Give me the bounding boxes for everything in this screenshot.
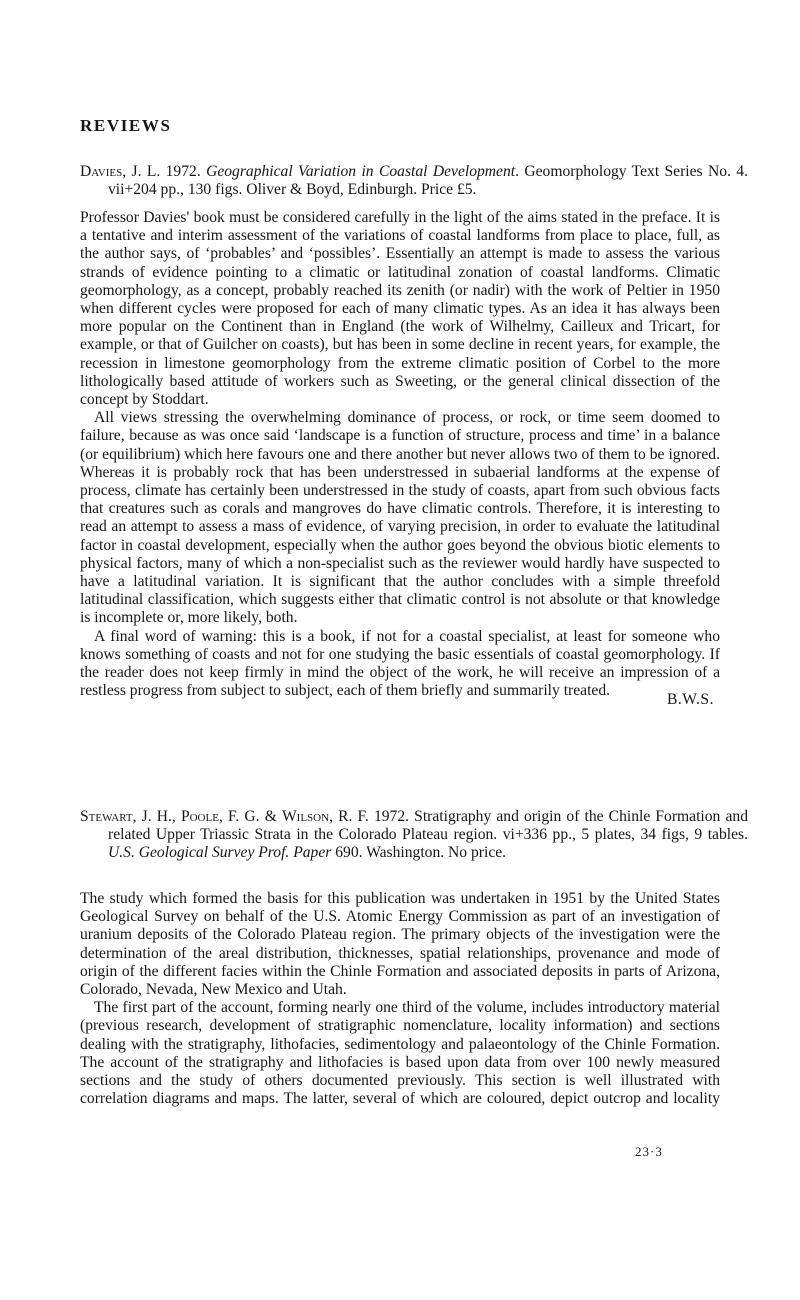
review2-author-3: Wilson	[281, 808, 330, 825]
review1-closing	[80, 628, 720, 701]
review2-series: U.S. Geological Survey Prof. Paper	[108, 844, 332, 862]
review2-body	[80, 890, 720, 1108]
section-heading: REVIEWS	[80, 116, 172, 135]
review2-series-rest: 690. Washington. No price.	[331, 844, 507, 862]
review2-author-2-rest: , F. G. &	[218, 808, 282, 825]
review1-body	[80, 209, 720, 709]
page-folio: 23·3	[635, 1144, 663, 1159]
review2-details: , R. F. 1972. Stratigraphy and origin of the Chinle Formation and related Upper Triassic Strata in the Colorado Plateau region. vi+336 pp., 5 plates, 34 figs, 9 tables.	[108, 808, 748, 844]
review2-paragraph-2: The first part of the account, forming nearly one third of the volume, includes introductory material (previous research, development of stratigraphic nomenclature, locality information) and sections dealing with the stratigraphy, lithofacies, sedimentology and palaeontology of the Chinle Formation. The account of the stratigraphy and lithofacies is based upon data from over 100 newly measured sections and the study of others documented previously. This section is well illustrated with correlation diagrams and maps. The latter, several of which are coloured, depict outcrop and locality	[80, 999, 720, 1108]
review1-book-title: Geographical Variation in Coastal Development	[206, 163, 516, 180]
review1-author-rest: , J. L. 1972.	[122, 163, 207, 180]
review2-citation	[80, 808, 748, 863]
review1-paragraph-3: A final word of warning: this is a book, if not for a coastal specialist, at least for someone who knows something of coasts and not for one studying the basic essentials of coastal geomorphology. If the reader does not keep firmly in mind the object of the work, he will receive an impression of a restless progress from subject to subject, each of them briefly and summarily treated.	[80, 627, 720, 700]
reviewer-signature: B.W.S.	[666, 691, 714, 709]
review1-paragraph-2: All views stressing the overwhelming dominance of process, or rock, or time seem doomed to failure, because as was once said ‘landscape is a function of structure, process and time’ in a balance (or equilibrium) which here favours one and there another but never allows two of them to be ignored. Whereas it is probably rock that has been understressed in subaerial landforms at the expense of process, climate has certainly been understressed in the study of coasts, apart from such obvious facts that creatures such as corals and mangroves do have climatic controls. Therefore, it is interesting to read an attempt to assess a mass of evidence, of varying precision, in order to evaluate the latitudinal factor in coastal development, especially when the author goes beyond the obvious biotic elements to physical factors, many of which a non-specialist such as the reviewer would hardly have suspected to have a latitudinal variation. It is significant that the author concludes with a simple threefold latitudinal classification, which suggests either that climatic control is not absolute or that knowledge is incomplete or, more likely, both.	[80, 409, 720, 627]
review1-author: Davies	[80, 163, 123, 180]
review2-author-1-rest: , J. H.,	[132, 808, 181, 825]
review2-paragraph-1: The study which formed the basis for this publication was undertaken in 1951 by the United States Geological Survey on behalf of the U.S. Atomic Energy Commission as part of an investigation of uranium deposits of the Colorado Plateau region. The primary objects of the investigation were the determination of the areal distribution, thicknesses, spatial relationships, provenance and mode of origin of the different facies within the Chinle Formation and associated deposits in parts of Arizona, Colorado, Nevada, New Mexico and Utah.	[80, 890, 720, 999]
review1-details: . Geomorphology Text Series No. 4. vii+204 pp., 130 figs. Oliver & Boyd, Edinburgh. Price £5.	[108, 163, 748, 199]
review1-citation	[80, 163, 748, 199]
review2-author-1: Stewart	[80, 808, 133, 825]
review2-author-2: Poole	[180, 808, 219, 825]
review1-paragraph-1: Professor Davies' book must be considered carefully in the light of the aims stated in the preface. It is a tentative and interim assessment of the variations of coastal landforms from place to place, full, as the author says, of ‘probables’ and ‘possibles’. Essentially an attempt is made to assess the various strands of evidence pointing to a climatic or latitudinal zonation of coastal landforms. Climatic geomorphology, as a concept, probably reached its zenith (or nadir) with the work of Peltier in 1950 when different cycles were proposed for each of many climatic types. As an idea it has always been more popular on the Continent than in England (the work of Wilhelmy, Cailleux and Tricart, for example, or that of Guilcher on coasts), but has been in some decline in recent years, for example, the recession in limestone geomorphology from the extreme climatic position of Corbel to the more lithologically based attitude of workers such as Sweeting, or the general clinical dissection of the concept by Stoddart.	[80, 209, 720, 409]
